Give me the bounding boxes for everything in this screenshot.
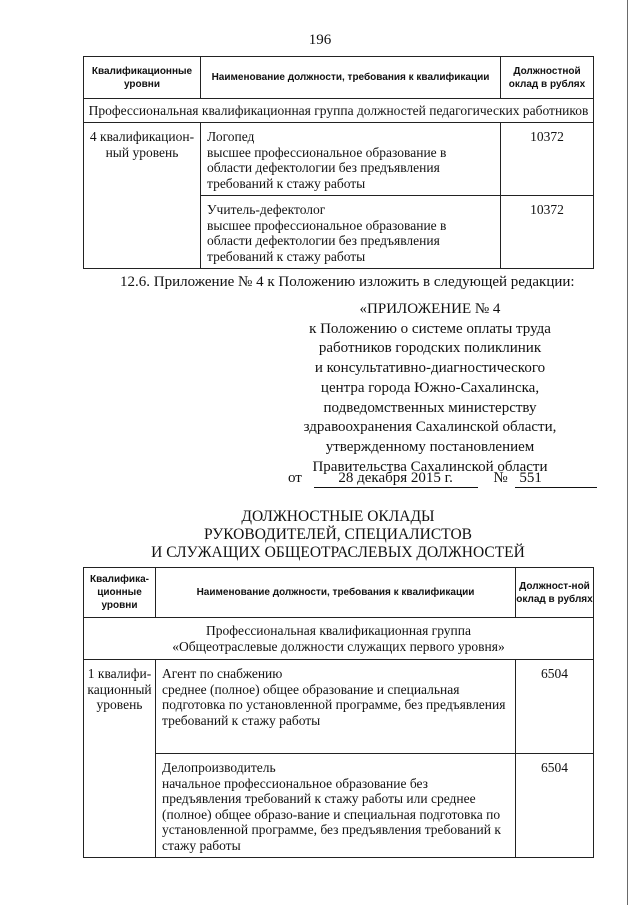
heading-line: ДОЛЖНОСТНЫЕ ОКЛАДЫ (241, 508, 435, 525)
pedagogical-salary-table (83, 56, 594, 269)
salary-value: 6504 (516, 754, 594, 858)
appendix-title: «ПРИЛОЖЕНИЕ № 4 (359, 301, 501, 317)
amendment-text: 12.6. Приложение № 4 к Положению изложить в следующей редакции: (120, 274, 575, 290)
heading-line: И СЛУЖАЩИХ ОБЩЕОТРАСЛЕВЫХ ДОЛЖНОСТЕЙ (151, 544, 525, 561)
header-salary: Должност-ной оклад в рублях (516, 568, 594, 618)
header-position-requirements: Наименование должности, требования к квалификации (156, 568, 516, 618)
group-title-pedagogical: Профессиональная квалификационная группа должностей педагогических работников (84, 99, 594, 123)
group-title-general (84, 618, 594, 660)
appendix-line: работников городских поликлиник (318, 340, 542, 357)
appendix-line: и консультативно-диагностического (314, 360, 546, 377)
resolution-number: 551 (515, 470, 597, 488)
header-qualification-levels: Квалифика-ционные уровни (84, 568, 156, 618)
number-sign: № (493, 470, 508, 486)
qualification-level-1: 1 квалифи-кационный уровень (84, 660, 156, 858)
appendix-line: Правительства Сахалинской области (312, 458, 548, 475)
salary-value: 6504 (516, 660, 594, 754)
appendix-line: подведомственных министерству (323, 399, 537, 416)
header-position-requirements: Наименование должности, требования к квалификации (201, 57, 501, 99)
position-title: Делопроизводитель (162, 760, 276, 775)
date-prefix: от (288, 470, 302, 486)
position-requirements: среднее (полное) общее образование и специальная подготовка по установленной программе, без предъявления требований к стажу работы (162, 681, 506, 728)
position-requirements: высшее профессиональное образование в области дефектологии без предъявления требований к стажу работы (207, 217, 447, 264)
document-heading (0, 508, 640, 562)
position-title: Учитель-дефектолог (207, 202, 326, 217)
salary-value: 10372 (501, 196, 594, 269)
appendix-line: к Положению о системе оплаты труда (309, 320, 551, 337)
qualification-level-4: 4 квалификацион-ный уровень (84, 123, 201, 269)
table-row (201, 123, 501, 196)
table-row (201, 196, 501, 269)
table-row (156, 754, 516, 858)
general-positions-salary-table (83, 567, 594, 858)
group-title-line: «Общеотраслевые должности служащих первого уровня» (172, 638, 505, 654)
salary-value: 10372 (501, 123, 594, 196)
resolution-date: 28 декабря 2015 г. (314, 470, 478, 488)
page-edge-line (627, 0, 628, 905)
resolution-date-number (288, 470, 597, 488)
position-title: Логопед (207, 129, 255, 144)
appendix-line: центра города Южно-Сахалинска, (320, 379, 540, 396)
page-number: 196 (308, 32, 332, 48)
position-title: Агент по снабжению (162, 666, 283, 681)
group-title-line: Профессиональная квалификационная группа (206, 623, 471, 638)
position-requirements: начальное профессиональное образование без предъявления требований к стажу работы или среднее (полное) общее образо-вание и специальная подготовка по установленной программе, без предъявления требований к стажу работы (162, 775, 501, 853)
appendix-block (270, 300, 590, 477)
appendix-line: утвержденному постановлением (325, 438, 535, 455)
appendix-line: здравоохранения Сахалинской области, (303, 419, 557, 436)
position-requirements: высшее профессиональное образование в области дефектологии без предъявления требований к стажу работы (207, 144, 447, 191)
header-salary: Должностной оклад в рублях (501, 57, 594, 99)
heading-line: РУКОВОДИТЕЛЕЙ, СПЕЦИАЛИСТОВ (204, 526, 472, 543)
header-qualification-levels: Квалификационные уровни (84, 57, 201, 99)
table-row (156, 660, 516, 754)
